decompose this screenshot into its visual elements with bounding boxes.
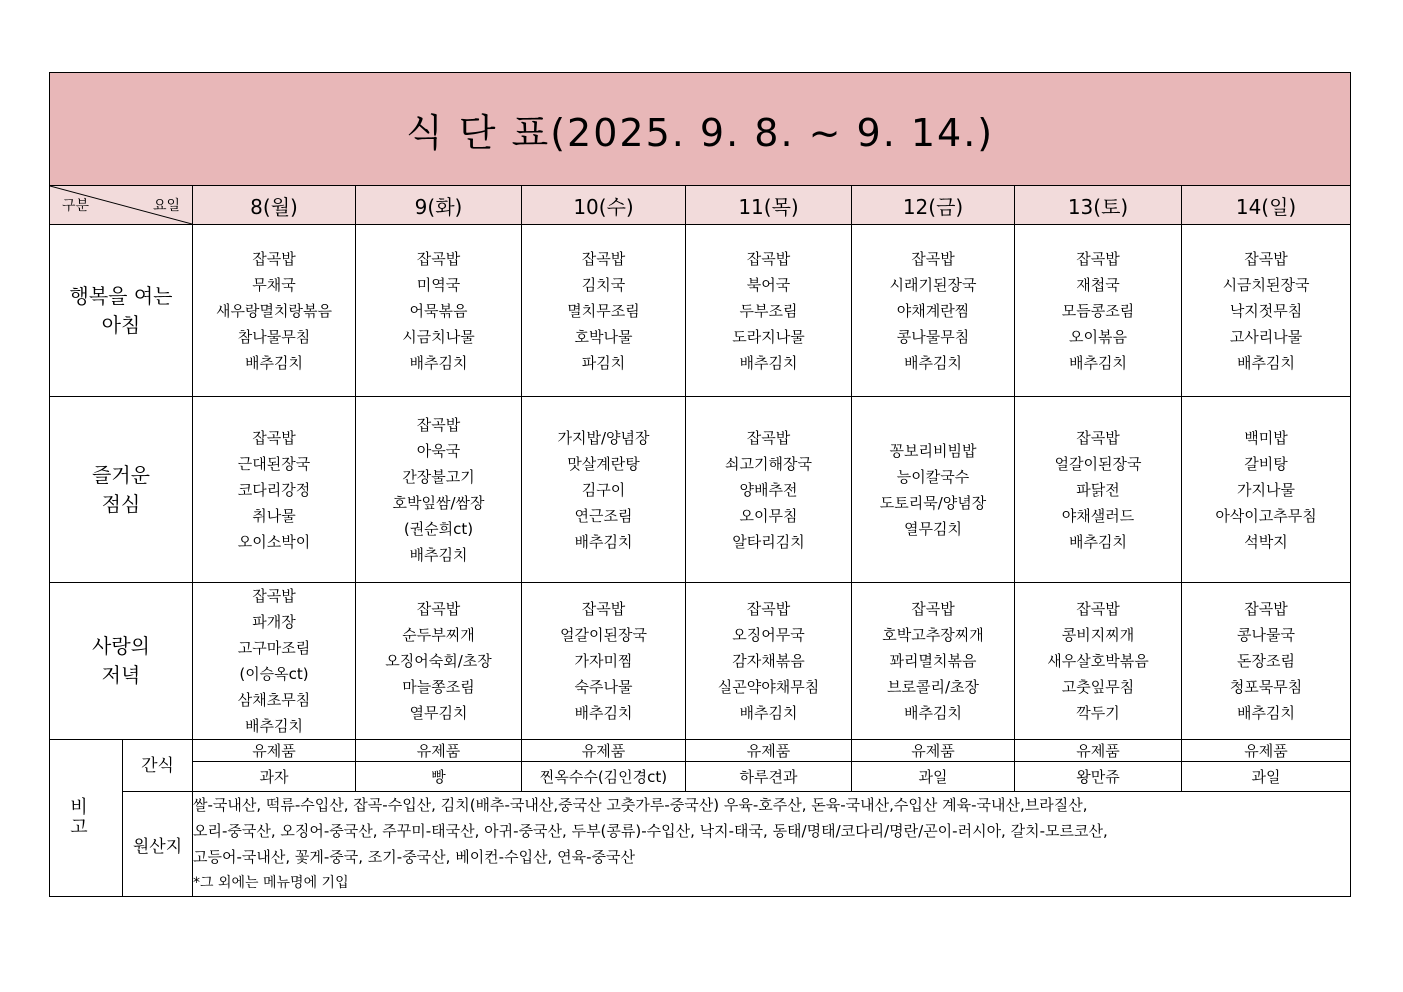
menu-item: 열무김치 xyxy=(409,704,468,722)
menu-item: 잡곡밥 xyxy=(1076,249,1120,268)
remarks-label: 비 고 xyxy=(50,740,123,897)
menu-cell xyxy=(193,225,356,397)
menu-item: 연근조림 xyxy=(574,506,633,525)
menu-item: 마늘쫑조림 xyxy=(402,678,475,696)
snack-cell: 왕만쥬 xyxy=(1015,762,1182,792)
menu-item: 잡곡밥 xyxy=(1076,428,1120,447)
menu-cell xyxy=(193,397,356,583)
meal-label-lunch xyxy=(50,397,193,583)
menu-item: 잡곡밥 xyxy=(252,249,296,268)
menu-item: 참나물무침 xyxy=(237,327,311,346)
menu-item: 오이볶음 xyxy=(1069,327,1127,346)
menu-item: 야채샐러드 xyxy=(1061,506,1135,525)
menu-cell xyxy=(852,225,1015,397)
menu-item: 김구이 xyxy=(581,480,626,499)
menu-item: 오징어무국 xyxy=(732,626,805,644)
menu-item: 두부조림 xyxy=(739,301,798,320)
day-header: 8(월) xyxy=(193,186,356,225)
meal-label-line: 저녁 xyxy=(101,663,141,687)
menu-item: 배추김치 xyxy=(245,717,303,735)
meal-label-line: 행복을 여는 xyxy=(69,283,173,308)
menu-item: 배추김치 xyxy=(409,353,468,372)
menu-item: 낙지젓무침 xyxy=(1229,301,1303,320)
snack-cell: 빵 xyxy=(356,762,522,792)
header-row xyxy=(50,186,1351,225)
menu-item: 배추김치 xyxy=(904,704,962,722)
menu-item: 깍두기 xyxy=(1076,704,1120,722)
meal-label-line: 즐거운 xyxy=(92,462,150,487)
menu-item: 알타리김치 xyxy=(732,532,805,551)
menu-item: 배추김치 xyxy=(245,353,303,372)
menu-item: 잡곡밥 xyxy=(416,415,461,434)
snack-cell: 과일 xyxy=(852,762,1015,792)
menu-cell xyxy=(193,583,356,740)
day-header: 11(목) xyxy=(686,186,852,225)
menu-cell xyxy=(686,225,852,397)
page-title: 식 단 표(2025. 9. 8. ~ 9. 14.) xyxy=(50,73,1351,186)
snack-cell: 유제품 xyxy=(852,740,1015,762)
menu-item: 재첩국 xyxy=(1076,275,1120,294)
origin-line: 쌀-국내산, 떡류-수입산, 잡곡-수입산, 김치(배추-국내산,중국산 고춧가루-중국산) 우육-호주산, 돈육-국내산,수입산 계육-국내산,브라질산, xyxy=(193,796,1088,814)
menu-cell xyxy=(522,397,686,583)
menu-item: 호박고추장찌개 xyxy=(882,626,984,644)
menu-item: 잡곡밥 xyxy=(911,249,955,268)
menu-item: 코다리강정 xyxy=(237,480,311,499)
menu-cell xyxy=(1182,583,1351,740)
menu-item: 잡곡밥 xyxy=(416,600,461,618)
menu-item: 고춧잎무침 xyxy=(1061,678,1135,696)
menu-item: 양배추전 xyxy=(739,480,798,499)
menu-item: 잡곡밥 xyxy=(746,600,791,618)
menu-item: 도라지나물 xyxy=(732,327,805,346)
menu-item: 열무김치 xyxy=(904,519,962,538)
menu-item: 북어국 xyxy=(746,275,791,294)
menu-item: 배추김치 xyxy=(1237,353,1296,372)
menu-item: 멸치무조림 xyxy=(567,301,640,320)
snack-cell: 유제품 xyxy=(193,740,356,762)
menu-cell xyxy=(356,225,522,397)
snack-cell: 찐옥수수(김인경ct) xyxy=(522,762,686,792)
origin-label: 원산지 xyxy=(123,792,193,897)
day-header: 10(수) xyxy=(522,186,686,225)
menu-item: (권순희ct) xyxy=(403,519,474,538)
menu-item: 도토리묵/양념장 xyxy=(879,493,987,512)
menu-item: 파개장 xyxy=(252,613,296,631)
corner-left-label: 구분 xyxy=(62,198,90,214)
snack-cell: 유제품 xyxy=(1015,740,1182,762)
menu-item: 고구마조림 xyxy=(237,639,311,657)
menu-cell xyxy=(522,225,686,397)
day-header: 14(일) xyxy=(1182,186,1351,225)
header-corner xyxy=(50,186,193,225)
snack-cell: 유제품 xyxy=(522,740,686,762)
menu-cell xyxy=(1015,225,1182,397)
menu-item: (이승옥ct) xyxy=(239,665,309,683)
menu-item: 호박잎쌈/쌈장 xyxy=(392,493,485,512)
snack-cell: 유제품 xyxy=(1182,740,1351,762)
menu-cell xyxy=(522,583,686,740)
menu-item: 시래기된장국 xyxy=(889,275,977,294)
menu-item: 어묵볶음 xyxy=(409,301,468,320)
breakfast-row xyxy=(50,225,1351,397)
menu-cell xyxy=(852,397,1015,583)
menu-item: 잡곡밥 xyxy=(911,600,955,618)
menu-item: 백미밥 xyxy=(1244,428,1288,447)
menu-item: 새우랑멸치랑볶음 xyxy=(216,301,332,320)
origin-row xyxy=(50,792,1351,897)
menu-item: 배추김치 xyxy=(1069,532,1127,551)
snack-cell: 하루견과 xyxy=(686,762,852,792)
menu-item: 숙주나물 xyxy=(574,678,633,696)
menu-item: 오이무침 xyxy=(739,506,798,525)
menu-item: 잡곡밥 xyxy=(252,428,296,447)
menu-item: 실곤약야채무침 xyxy=(717,678,820,696)
snack-cell: 과자 xyxy=(193,762,356,792)
menu-item: 얼갈이된장국 xyxy=(1054,454,1142,473)
menu-table xyxy=(49,72,1351,897)
menu-item: 무채국 xyxy=(252,275,296,294)
meal-label-breakfast xyxy=(50,225,193,397)
menu-item: 순두부찌개 xyxy=(402,626,475,644)
menu-item: 아욱국 xyxy=(416,441,461,460)
meal-label-line: 점심 xyxy=(101,491,141,516)
menu-item: 파닭전 xyxy=(1076,480,1120,499)
menu-item: 배추김치 xyxy=(739,704,798,722)
menu-item: 김치국 xyxy=(581,275,626,294)
menu-item: 배추김치 xyxy=(574,532,633,551)
snack-cell: 과일 xyxy=(1182,762,1351,792)
menu-item: 가지밥/양념장 xyxy=(557,428,650,447)
meal-label-dinner xyxy=(50,583,193,740)
menu-item: 석박지 xyxy=(1244,532,1288,551)
menu-item: 돈장조림 xyxy=(1237,652,1296,670)
menu-item: 파김치 xyxy=(581,353,626,372)
lunch-row xyxy=(50,397,1351,583)
day-header: 12(금) xyxy=(852,186,1015,225)
menu-cell xyxy=(1182,225,1351,397)
menu-cell xyxy=(686,397,852,583)
menu-cell xyxy=(356,397,522,583)
menu-item: 잡곡밥 xyxy=(416,249,461,268)
menu-item: 배추김치 xyxy=(739,353,798,372)
day-header: 9(화) xyxy=(356,186,522,225)
menu-item: 오이소박이 xyxy=(237,532,311,551)
menu-cell xyxy=(686,583,852,740)
menu-item: 오징어숙회/초장 xyxy=(385,652,492,670)
menu-item: 야채계란찜 xyxy=(896,301,970,320)
menu-item: 간장불고기 xyxy=(402,467,475,486)
snack-row-2 xyxy=(50,762,1351,792)
menu-item: 능이칼국수 xyxy=(896,467,970,486)
menu-item: 꽁보리비빔밥 xyxy=(889,441,977,460)
menu-item: 잡곡밥 xyxy=(746,428,791,447)
meal-label-line: 사랑의 xyxy=(92,634,150,658)
snack-cell: 유제품 xyxy=(686,740,852,762)
menu-item: 콩나물무침 xyxy=(896,327,970,346)
snack-row-1 xyxy=(50,740,1351,762)
menu-item: 잡곡밥 xyxy=(1244,600,1288,618)
menu-cell xyxy=(356,583,522,740)
menu-item: 시금치된장국 xyxy=(1222,275,1310,294)
menu-item: 배추김치 xyxy=(1069,353,1127,372)
menu-item: 쇠고기해장국 xyxy=(725,454,812,473)
menu-item: 모듬콩조림 xyxy=(1061,301,1135,320)
menu-item: 가지나물 xyxy=(1237,480,1296,499)
menu-item: 배추김치 xyxy=(574,704,633,722)
origin-text xyxy=(193,792,1351,897)
menu-cell xyxy=(852,583,1015,740)
menu-item: 시금치나물 xyxy=(402,327,475,346)
menu-cell xyxy=(1015,583,1182,740)
menu-item: 잡곡밥 xyxy=(1076,600,1120,618)
menu-item: 콩나물국 xyxy=(1237,626,1296,644)
menu-item: 가자미찜 xyxy=(574,652,633,670)
menu-item: 잡곡밥 xyxy=(746,249,791,268)
day-header: 13(토) xyxy=(1015,186,1182,225)
menu-cell xyxy=(1015,397,1182,583)
menu-item: 아삭이고추무침 xyxy=(1215,506,1317,525)
menu-item: 호박나물 xyxy=(574,327,633,346)
menu-item: 잡곡밥 xyxy=(1244,249,1288,268)
snack-cell: 유제품 xyxy=(356,740,522,762)
menu-item: 콩비지찌개 xyxy=(1061,626,1135,644)
menu-item: 갈비탕 xyxy=(1244,454,1288,473)
corner-right-label: 요일 xyxy=(152,198,180,214)
menu-item: 배추김치 xyxy=(409,545,468,564)
menu-item: 미역국 xyxy=(416,275,461,294)
menu-item: 삼채초무침 xyxy=(237,691,311,709)
menu-item: 근대된장국 xyxy=(237,454,311,473)
menu-item: 잡곡밥 xyxy=(581,249,626,268)
dinner-row xyxy=(50,583,1351,740)
menu-item: 고사리나물 xyxy=(1229,327,1303,346)
menu-item: 맛살계란탕 xyxy=(567,454,640,473)
snack-label: 간식 xyxy=(123,740,193,792)
meal-label-line: 아침 xyxy=(101,312,141,337)
menu-item: 잡곡밥 xyxy=(252,587,296,605)
menu-cell xyxy=(1182,397,1351,583)
menu-item: 얼갈이된장국 xyxy=(560,626,647,644)
menu-item: 배추김치 xyxy=(904,353,962,372)
menu-item: 잡곡밥 xyxy=(581,600,626,618)
menu-item: 청포묵무침 xyxy=(1229,678,1303,696)
menu-item: 감자채볶음 xyxy=(732,652,805,670)
origin-line: 고등어-국내산, 꽃게-중국, 조기-중국산, 베이컨-수입산, 연육-중국산 xyxy=(193,848,635,866)
menu-item: 브로콜리/초장 xyxy=(887,678,979,696)
origin-line: 오리-중국산, 오징어-중국산, 주꾸미-태국산, 아귀-중국산, 두부(콩류)-수입산, 낙지-태국, 동태/명태/코다리/명란/곤이-러시아, 갈치-모르코산, xyxy=(193,822,1108,840)
menu-item: 취나물 xyxy=(252,506,296,525)
menu-item: 새우살호박볶음 xyxy=(1047,652,1149,670)
origin-note: *그 외에는 메뉴명에 기입 xyxy=(193,875,349,891)
menu-item: 꽈리멸치볶음 xyxy=(889,652,977,670)
menu-item: 배추김치 xyxy=(1237,704,1296,722)
